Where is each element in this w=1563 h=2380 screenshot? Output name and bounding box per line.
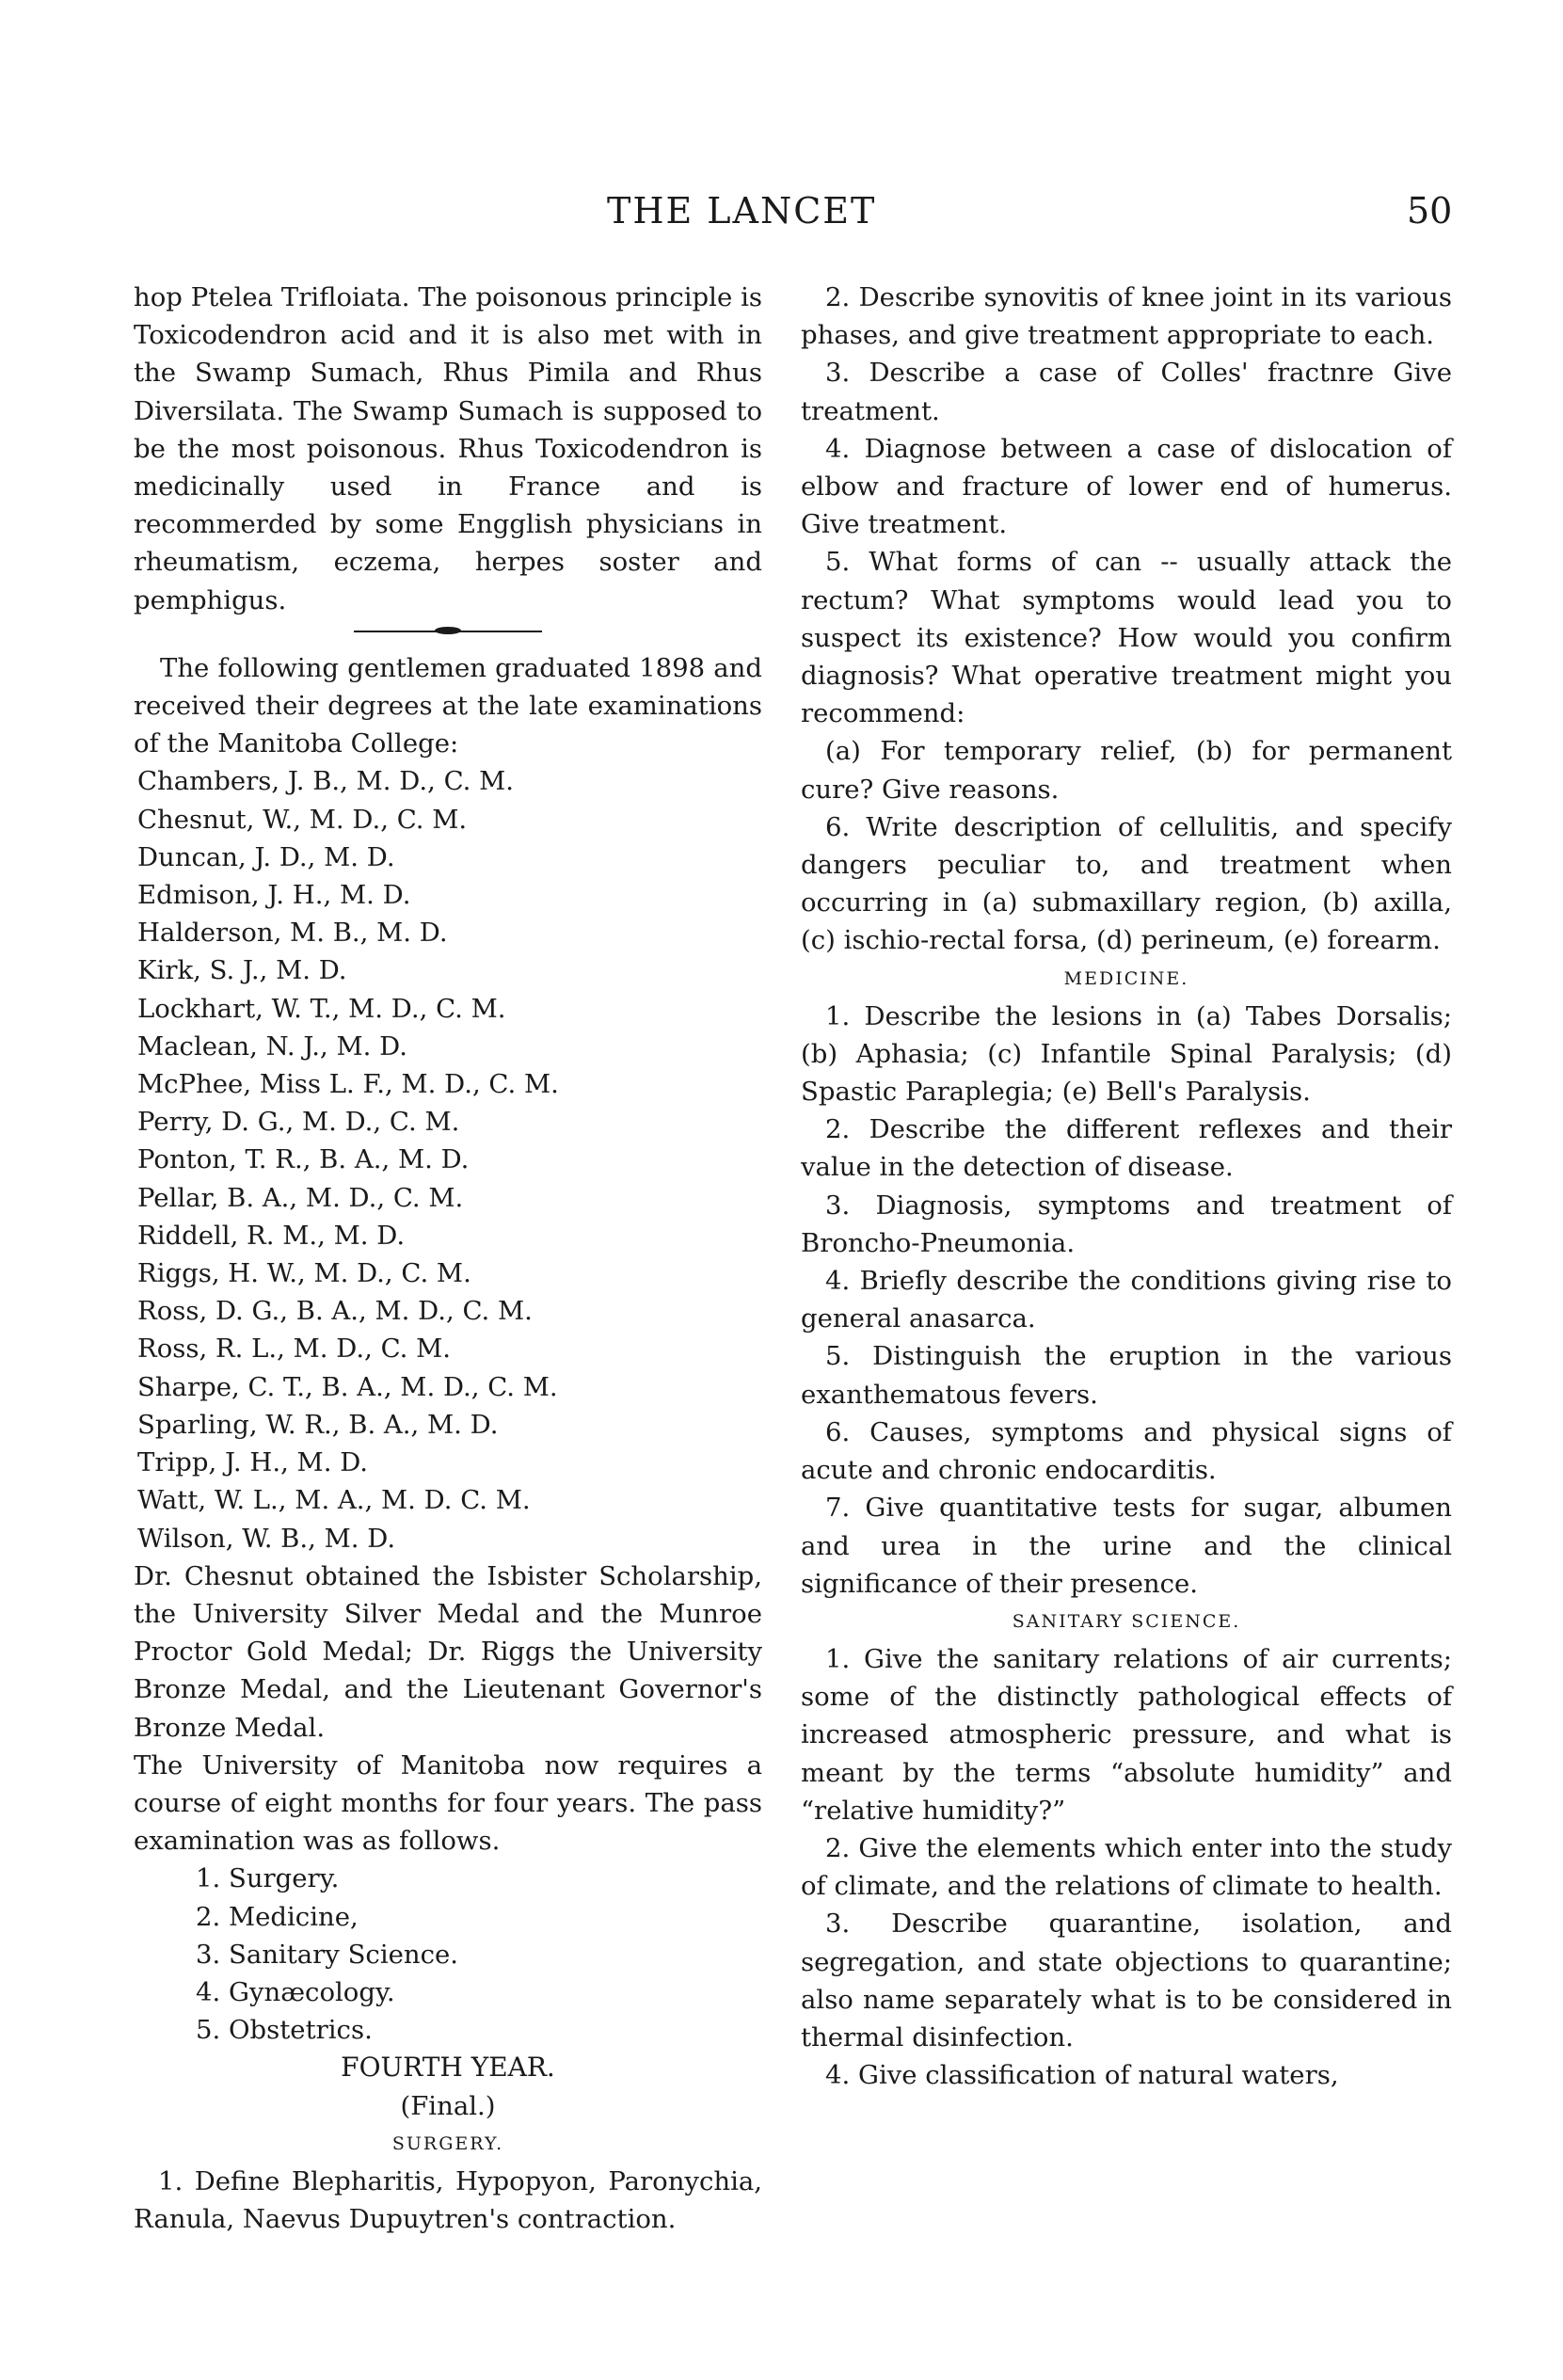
medicine-question: 5. Distinguish the eruption in the various exanthematous fevers.	[801, 1341, 1452, 1410]
graduate-name: Halderson, M. B., M. D.	[137, 918, 448, 949]
medicine-question: 7. Give quantitative tests for sugar, albumen and urea in the urine and the clinical significance of their presence.	[801, 1493, 1452, 1599]
exam-subject: 1. Surgery.	[196, 1863, 340, 1894]
exam-subject: 2. Medicine,	[196, 1901, 359, 1932]
sanitary-question: 2. Give the elements which enter into the study of climate, and the relations of climate to health.	[801, 1832, 1452, 1902]
requirements-paragraph: The University of Manitoba now requires a course of eight months for four years. The pass examination was as follows.	[134, 1749, 762, 1857]
surgery-question: 4. Diagnose between a case of dislocation of elbow and fracture of lower end of humerus. Give treatment.	[801, 433, 1452, 540]
graduate-name: McPhee, Miss L. F., M. D., C. M.	[137, 1069, 559, 1100]
sanitary-question: 3. Describe quarantine, isolation, and segregation, and state objections to quarantine; also name separately what is to be considered in thermal disinfection.	[801, 1909, 1452, 2053]
surgery-question: (a) For temporary relief, (b) for permanent cure? Give reasons.	[801, 736, 1452, 805]
scholarship-paragraph: Dr. Chesnut obtained the Isbister Scholarship, the University Silver Medal and the Munroe Proctor Gold Medal; Dr. Riggs the University Bronze Medal, and the Lieutenant Governor's Bronze Medal.	[134, 1560, 762, 1743]
page-header	[0, 190, 1563, 247]
medicine-heading: MEDICINE.	[1063, 967, 1189, 989]
surgery-question: 6. Write description of cellulitis, and specify dangers peculiar to, and treatment when occurring in (a) submaxillary region, (b) axilla, (c) ischio-rectal forsa, (d) perineum, (e) forearm.	[801, 811, 1452, 956]
graduate-name: Riddell, R. M., M. D.	[137, 1220, 406, 1251]
surgery-heading: SURGERY.	[391, 2132, 504, 2154]
graduate-name: Riggs, H. W., M. D., C. M.	[137, 1258, 471, 1289]
final-label: (Final.)	[400, 2090, 496, 2121]
medicine-question: 1. Describe the lesions in (a) Tabes Dorsalis; (b) Aphasia; (c) Infantile Spinal Paralysis; (d) Spastic Paraplegia; (e) Bell's Paralysis.	[801, 1000, 1452, 1108]
surgery-question-1: 1. Define Blepharitis, Hypopyon, Paronychia, Ranula, Naevus Dupuytren's contraction.	[134, 2165, 762, 2234]
graduate-name: Pellar, B. A., M. D., C. M.	[137, 1182, 464, 1213]
surgery-question: 3. Describe a case of Colles' fractnre Give treatment.	[801, 358, 1452, 426]
graduate-name: Kirk, S. J., M. D.	[137, 955, 347, 986]
graduate-name: Sparling, W. R., B. A., M. D.	[137, 1409, 499, 1440]
journal-title: THE LANCET	[607, 190, 877, 232]
graduate-name: Chesnut, W., M. D., C. M.	[137, 804, 468, 835]
graduate-name: Maclean, N. J., M. D.	[137, 1030, 407, 1062]
medicine-question: 6. Causes, symptoms and physical signs of acute and chronic endocarditis.	[801, 1416, 1452, 1486]
page-number: 50	[1407, 190, 1453, 232]
intro-paragraph: hop Ptelea Trifloiata. The poisonous principle is Toxicodendron acid and it is also met with in the Swamp Sumach, Rhus Pimila and Rhus Diversilata. The Swamp Sumach is supposed to be the most poisonous. Rhus Toxicodendron is medicinally used in France and is recommerded by some Engglish physicians in rheumatism, eczema, herpes soster and pemphigus.	[134, 282, 762, 615]
graduate-name: Tripp, J. H., M. D.	[137, 1447, 369, 1478]
graduate-name: Wilson, W. B., M. D.	[137, 1523, 396, 1554]
section-divider	[354, 631, 542, 632]
medicine-question: 3. Diagnosis, symptoms and treatment of Broncho-Pneumonia.	[801, 1190, 1452, 1258]
graduate-name: Ross, R. L., M. D., C. M.	[137, 1334, 452, 1365]
graduates-intro: The following gentlemen graduated 1898 and received their degrees at the late examinations of the Manitoba College:	[134, 652, 762, 759]
sanitary-question: 1. Give the sanitary relations of air currents; some of the distinctly pathological effects of increased atmospheric pressure, and what is meant by the terms “absolute humidity” and “relative humidity?”	[801, 1643, 1452, 1826]
graduate-name: Sharpe, C. T., B. A., M. D., C. M.	[137, 1371, 558, 1402]
exam-subject: 4. Gynæcology.	[196, 1976, 395, 2007]
graduate-name: Watt, W. L., M. A., M. D. C. M.	[137, 1485, 531, 1516]
graduate-name: Perry, D. G., M. D., C. M.	[137, 1107, 460, 1138]
graduate-name: Ross, D. G., B. A., M. D., C. M.	[137, 1296, 533, 1327]
right-column	[801, 279, 1452, 2094]
fourth-year-heading: FOURTH YEAR.	[341, 2052, 555, 2084]
left-column	[134, 279, 762, 2238]
sanitary-question: 4. Give classification of natural waters,	[825, 2060, 1339, 2091]
medicine-question: 2. Describe the different reflexes and their value in the detection of disease.	[801, 1114, 1452, 1183]
graduate-name: Edmison, J. H., M. D.	[137, 880, 411, 911]
exam-subject: 5. Obstetrics.	[196, 2015, 373, 2046]
sanitary-science-heading: SANITARY SCIENCE.	[1012, 1610, 1241, 1632]
medicine-question: 4. Briefly describe the conditions giving rise to general anasarca.	[801, 1266, 1452, 1334]
surgery-question: 5. What forms of can -- usually attack the rectum? What symptoms would lead you to suspect its existence? How would you confirm diagnosis? What operative treatment might you recommend:	[801, 547, 1452, 729]
exam-subjects-list	[134, 1860, 762, 2049]
surgery-question: 2. Describe synovitis of knee joint in its various phases, and give treatment appropriate to each.	[801, 282, 1452, 351]
graduates-list	[134, 762, 762, 1557]
graduate-name: Duncan, J. D., M. D.	[137, 841, 395, 872]
exam-subject: 3. Sanitary Science.	[196, 1939, 459, 1970]
graduate-name: Lockhart, W. T., M. D., C. M.	[137, 993, 506, 1024]
graduate-name: Chambers, J. B., M. D., C. M.	[137, 766, 515, 797]
graduate-name: Ponton, T. R., B. A., M. D.	[137, 1144, 470, 1175]
